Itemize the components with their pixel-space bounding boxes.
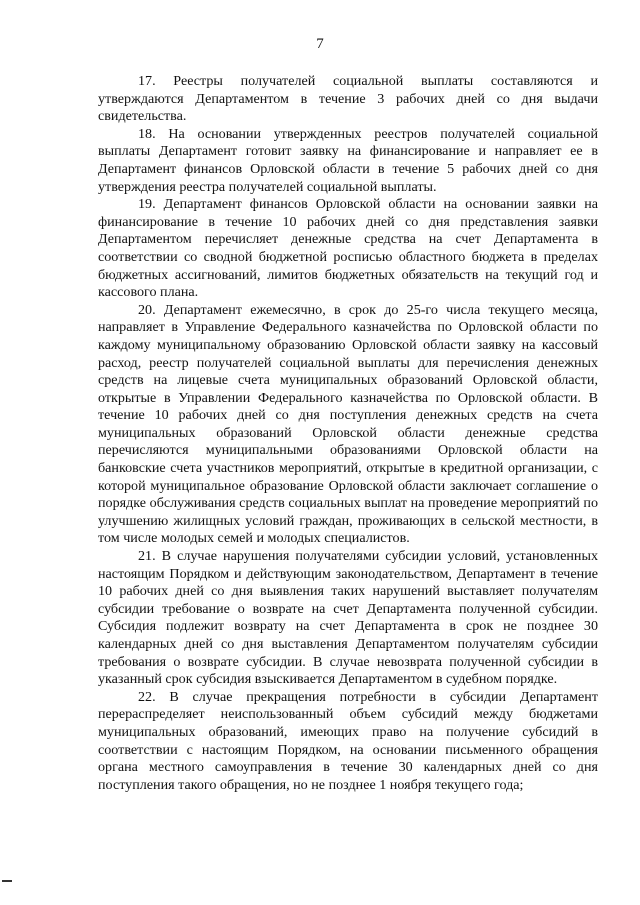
paragraph-19: 19. Департамент финансов Орловской области на основании заявки на финансирование в течение 10 рабочих дней со дня представления заявки Департаментом перечисляет денежные средства на счет Департамента в соответствии со сводной бюджетной росписью областного бюджета в пределах бюджетных ассигнований, лимитов бюджетных обязательств на текущий год и кассового плана.	[98, 196, 598, 301]
scan-edge-mark	[2, 880, 12, 882]
paragraph-17: 17. Реестры получателей социальной выплаты составляются и утверждаются Департаментом в течение 3 рабочих дней со дня выдачи свидетельства.	[98, 73, 598, 125]
paragraph-20: 20. Департамент ежемесячно, в срок до 25-го числа текущего месяца, направляет в Управление Федерального казначейства по Орловской области по каждому муниципальному образованию Орловской области заявку на кассовый расход, реестр получателей социальной выплаты для перечисления денежных средств на лицевые счета муниципальных образований Орловской области, открытые в Управлении Федерального казначейства по Орловской области. В течение 10 рабочих дней со дня поступления денежных средств на счета муниципальных образований Орловской области денежные средства перечисляются муниципальными образованиями Орловской области на банковские счета участников мероприятий, открытые в кредитной организации, с которой муниципальное образование Орловской области заключает соглашение о порядке обслуживания средств социальных выплат на проведение мероприятий по улучшению жилищных условий граждан, проживающих в сельской местности, в том числе молодых семей и молодых специалистов.	[98, 301, 598, 547]
paragraph-18: 18. На основании утвержденных реестров получателей социальной выплаты Департамент готовит заявку на финансирование и направляет ее в Департамент финансов Орловской области в течение 5 рабочих дней со дня утверждения реестра получателей социальной выплаты.	[98, 125, 598, 195]
paragraph-22: 22. В случае прекращения потребности в субсидии Департамент перераспределяет неиспользованный объем субсидий между бюджетами муниципальных образований, имеющих право на получение субсидий в соответствии с настоящим Порядком, на основании письменного обращения органа местного самоуправления в течение 30 календарных дней со дня поступления такого обращения, но не позднее 1 ноября текущего года;	[98, 688, 598, 793]
document-body	[98, 73, 598, 794]
paragraph-21: 21. В случае нарушения получателями субсидии условий, установленных настоящим Порядком и действующим законодательством, Департамент в течение 10 рабочих дней со дня выявления таких нарушений выставляет получателям субсидии требование о возврате на счет Департамента полученной субсидии. Субсидия подлежит возврату на счет Департамента в срок не позднее 30 календарных дней со дня выставления Департаментом получателям субсидии требования о возврате субсидии. В случае невозврата полученной субсидии в указанный срок субсидия взыскивается Департаментом в судебном порядке.	[98, 548, 598, 688]
page-number: 7	[316, 36, 324, 52]
